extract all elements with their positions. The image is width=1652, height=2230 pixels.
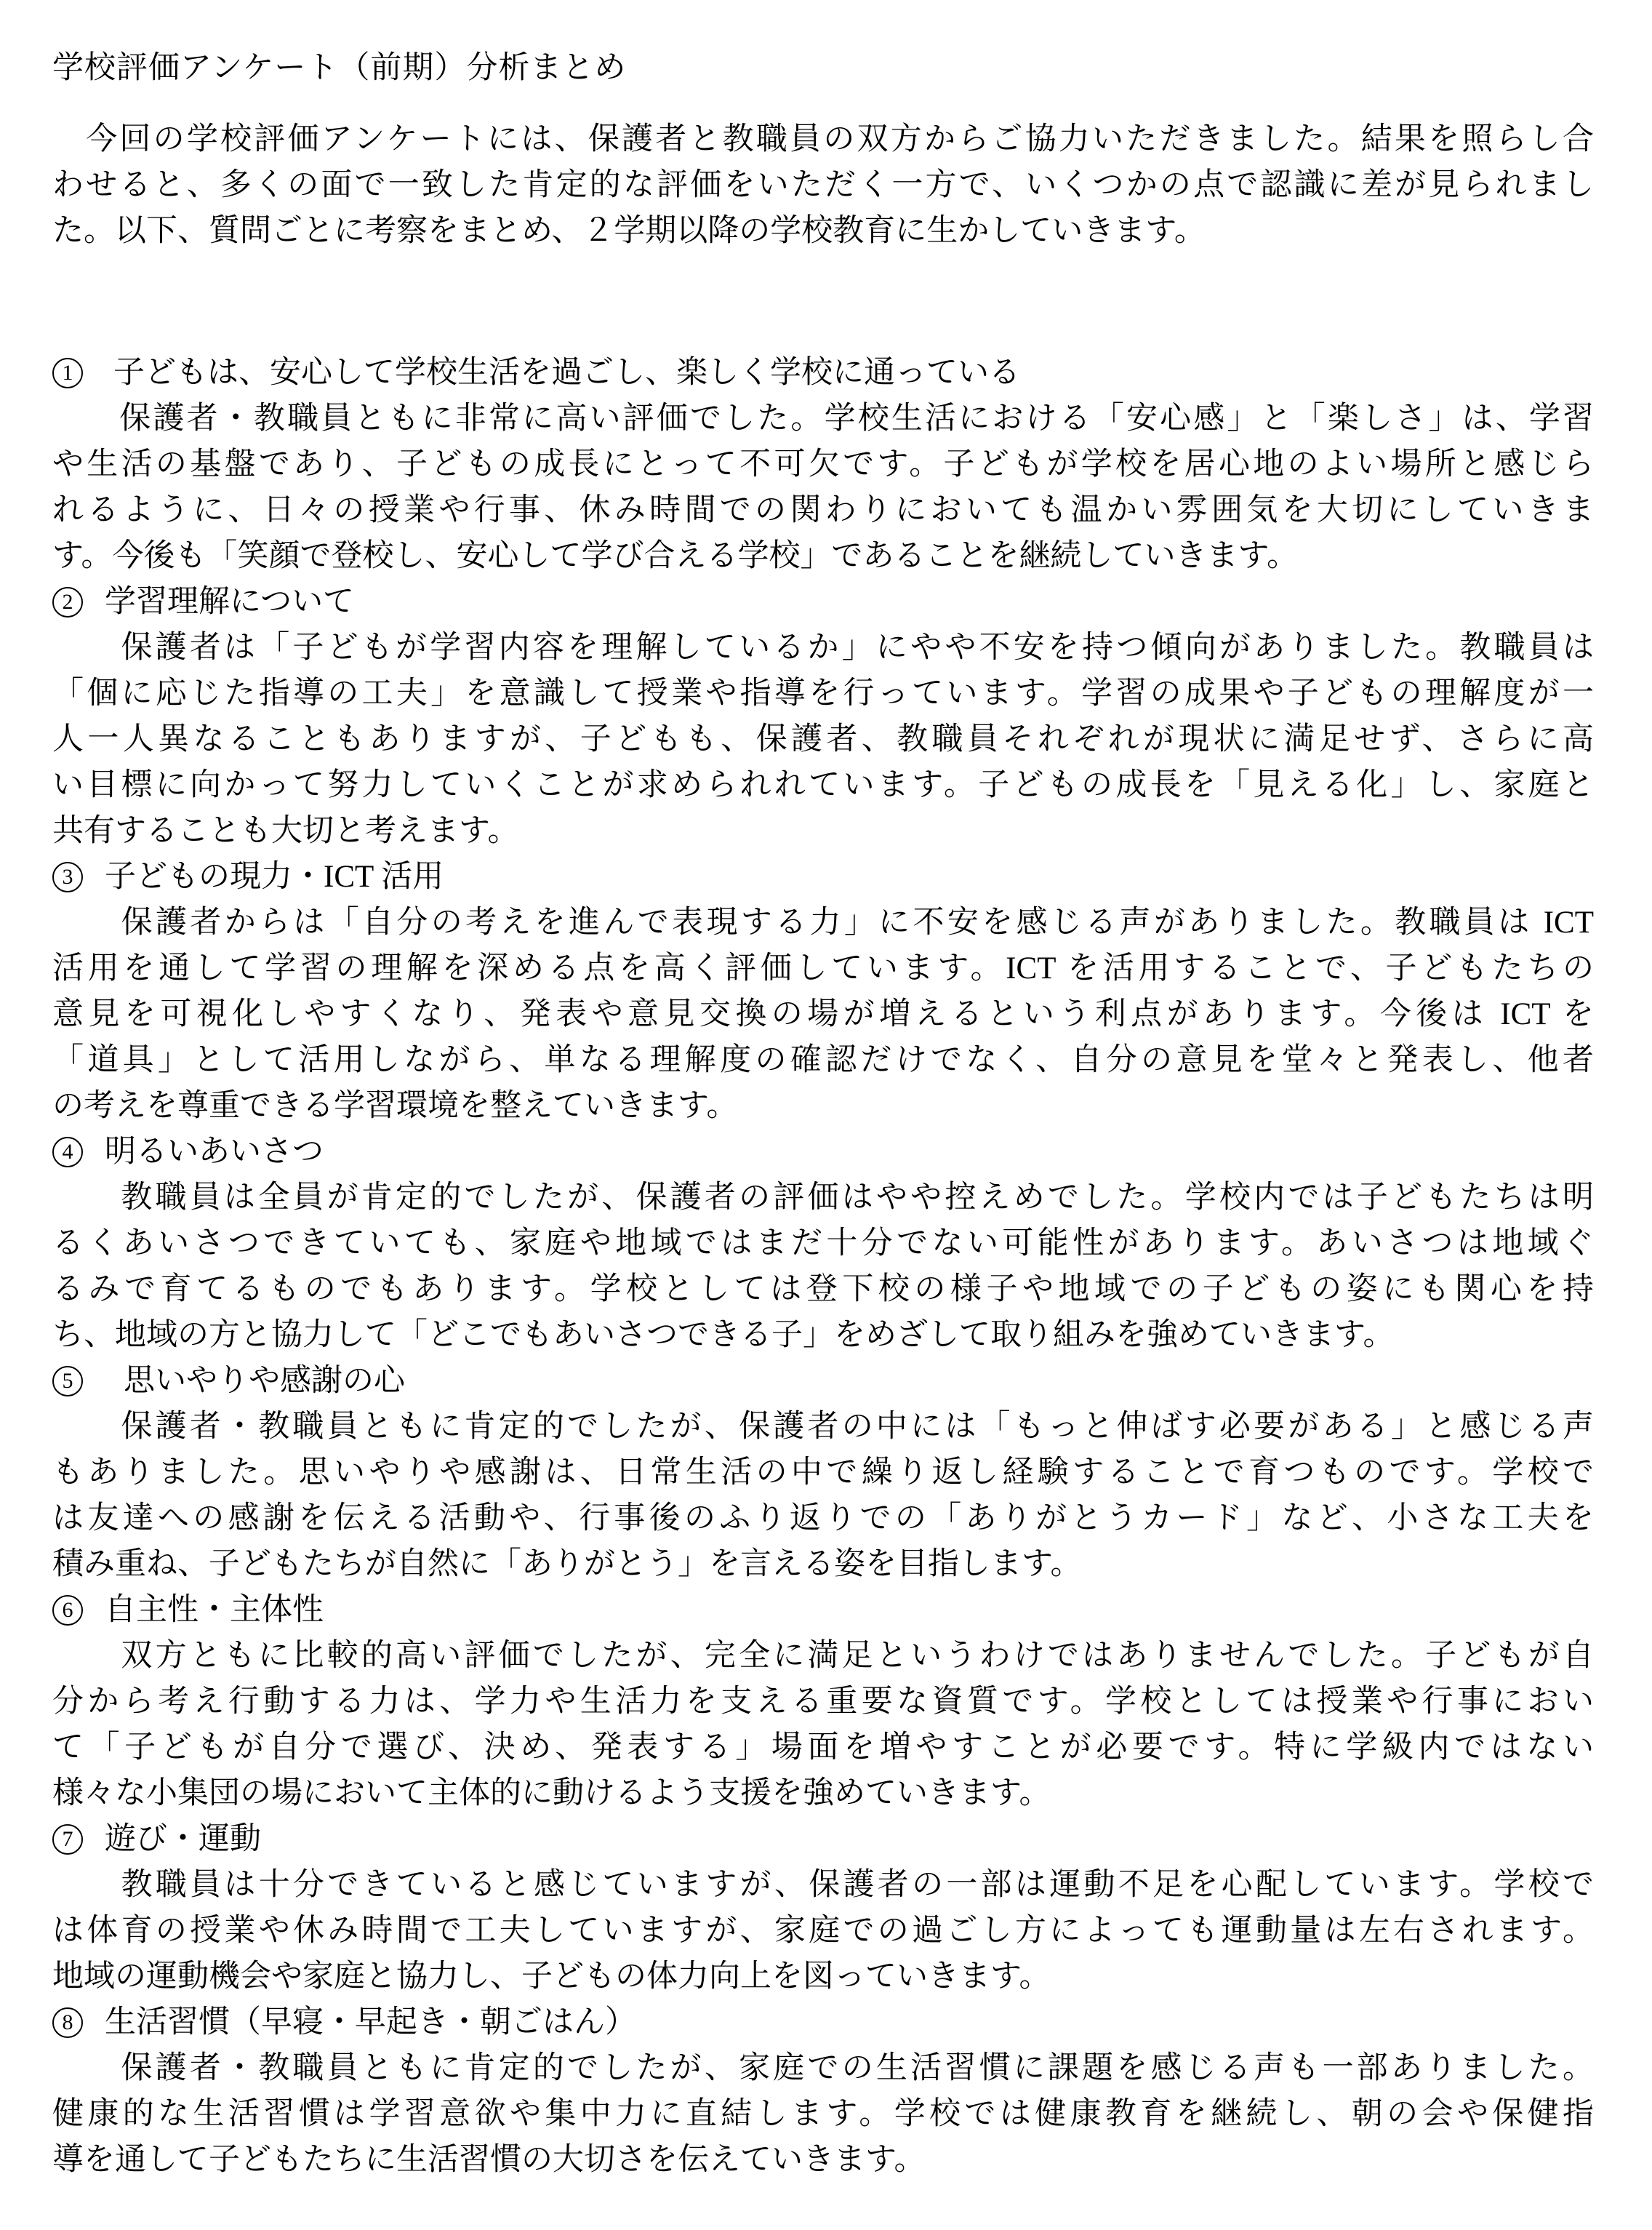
section-body-line: は友達への感謝を伝える活動や、行事後のふり返りでの「ありがとうカード」など、小さな工夫を bbox=[52, 1501, 1594, 1535]
section-number-badge: 7 bbox=[52, 1824, 83, 1855]
section-body-line: 分から考え行動する力は、学力や生活力を支える重要な資質です。学校としては授業や行事におい bbox=[52, 1685, 1594, 1719]
survey-section bbox=[52, 1587, 1594, 1816]
section-header bbox=[52, 854, 1594, 900]
section-header bbox=[52, 1999, 1594, 2045]
section-number-badge: 6 bbox=[52, 1595, 83, 1626]
section-body-line: や生活の基盤であり、子どもの成長にとって不可欠です。子どもが学校を居心地のよい場所と感じら bbox=[52, 447, 1594, 481]
document-title: 学校評価アンケート（前期）分析まとめ bbox=[52, 51, 627, 85]
section-body-line: 地域の運動機会や家庭と協力し、子どもの体力向上を図っていきます。 bbox=[52, 1959, 1051, 1994]
survey-section bbox=[52, 854, 1594, 1129]
sections bbox=[52, 350, 1594, 2183]
section-body-line: るくあいさつできていても、家庭や地域ではまだ十分でない可能性があります。あいさつは地域ぐ bbox=[52, 1226, 1594, 1260]
section-body-line: もありました。思いやりや感謝は、日常生活の中で繰り返し経験することで育つものです。学校で bbox=[52, 1455, 1594, 1490]
section-body-line: 保護者は「子どもが学習内容を理解しているか」にやや不安を持つ傾向がありました。教職員は bbox=[52, 631, 1594, 665]
section-body-line: 双方ともに比較的高い評価でしたが、完全に満足というわけではありませんでした。子どもが自 bbox=[52, 1639, 1594, 1673]
section-header bbox=[52, 1129, 1594, 1175]
section-body-line: 保護者からは「自分の考えを進んで表現する力」に不安を感じる声がありました。教職員は ICT bbox=[52, 906, 1594, 940]
section-body-line: れるように、日々の授業や行事、休み時間での関わりにおいても温かい雰囲気を大切にしていきま bbox=[52, 493, 1594, 527]
section-body-line: 保護者・教職員ともに肯定的でしたが、保護者の中には「もっと伸ばす必要がある」と感じる声 bbox=[52, 1410, 1594, 1444]
section-title: 学習理解について bbox=[105, 585, 355, 619]
section-number-badge: 8 bbox=[52, 2007, 83, 2038]
section-title: 自主性・主体性 bbox=[105, 1593, 324, 1627]
section-header bbox=[52, 1587, 1594, 1633]
section-header bbox=[52, 1358, 1594, 1404]
survey-section bbox=[52, 350, 1594, 579]
section-body-line: て「子どもが自分で選び、決め、発表する」場面を増やすことが必要です。特に学級内ではない bbox=[52, 1730, 1594, 1765]
survey-section bbox=[52, 1999, 1594, 2183]
section-number-badge: 3 bbox=[52, 862, 83, 892]
section-body-line: ち、地域の方と協力して「どこでもあいさつできる子」をめざして取り組みを強めていきます。 bbox=[52, 1318, 1395, 1352]
section-header bbox=[52, 1816, 1594, 1862]
section-number-badge: 4 bbox=[52, 1137, 83, 1167]
survey-section bbox=[52, 579, 1594, 854]
section-body-line: 「個に応じた指導の工夫」を意識して授業や指導を行っています。学習の成果や子どもの理解度が一 bbox=[52, 676, 1594, 711]
section-body-line: 活用を通して学習の理解を深める点を高く評価しています。ICT を活用することで、子どもたちの bbox=[52, 951, 1594, 986]
section-number-badge: 1 bbox=[52, 358, 83, 388]
survey-section bbox=[52, 1129, 1594, 1358]
section-number-badge: 5 bbox=[52, 1366, 83, 1396]
section-header bbox=[52, 579, 1594, 625]
survey-section bbox=[52, 1816, 1594, 1999]
section-title: 明るいあいさつ bbox=[105, 1135, 324, 1169]
section-title: 子どもは、安心して学校生活を過ごし、楽しく学校に通っている bbox=[113, 356, 1020, 390]
section-body-line: は体育の授業や休み時間で工夫していますが、家庭での過ごし方によっても運動量は左右されます。 bbox=[52, 1914, 1594, 1948]
section-body-line: の考えを尊重できる学習環境を整えていきます。 bbox=[52, 1089, 738, 1123]
intro-paragraph-line: 今回の学校評価アンケートには、保護者と教職員の双方からご協力いただきました。結果を照らし合 bbox=[52, 122, 1594, 156]
section-body-line: 積み重ね、子どもたちが自然に「ありがとう」を言える姿を目指します。 bbox=[52, 1547, 1082, 1581]
section-body-line: るみで育てるものでもあります。学校としては登下校の様子や地域での子どもの姿にも関心を持 bbox=[52, 1272, 1594, 1306]
survey-section bbox=[52, 1358, 1594, 1587]
intro-paragraph-line: た。以下、質問ごとに考察をまとめ、２学期以降の学校教育に生かしていきます。 bbox=[52, 214, 1206, 248]
section-body-line: 人一人異なることもありますが、子どもも、保護者、教職員それぞれが現状に満足せず、さらに高 bbox=[52, 722, 1594, 756]
intro-paragraph bbox=[52, 116, 1594, 254]
section-body-line: い目標に向かって努力していくことが求められれています。子どもの成長を「見える化」し、家庭と bbox=[52, 768, 1594, 802]
section-body-line: 共有することも大切と考えます。 bbox=[52, 814, 519, 848]
section-body-line: す。今後も「笑顔で登校し、安心して学び合える学校」であることを継続していきます。 bbox=[52, 539, 1299, 573]
section-header bbox=[52, 350, 1594, 396]
section-body-line: 教職員は全員が肯定的でしたが、保護者の評価はやや控えめでした。学校内では子どもたちは明 bbox=[52, 1180, 1594, 1215]
section-body-line: 様々な小集団の場において主体的に動けるよう支援を強めていきます。 bbox=[52, 1776, 1051, 1810]
section-body-line: 保護者・教職員ともに非常に高い評価でした。学校生活における「安心感」と「楽しさ」は、学習 bbox=[52, 401, 1594, 436]
section-body-line: 導を通して子どもたちに生活習慣の大切さを伝えていきます。 bbox=[52, 2143, 926, 2177]
section-body-line: 保護者・教職員ともに肯定的でしたが、家庭での生活習慣に課題を感じる声も一部ありました。 bbox=[52, 2051, 1594, 2085]
section-title: 遊び・運動 bbox=[105, 1822, 261, 1856]
section-body-line: 「道具」として活用しながら、単なる理解度の確認だけでなく、自分の意見を堂々と発表し、他者 bbox=[52, 1043, 1594, 1077]
section-title: 生活習慣（早寝・早起き・朝ごはん） bbox=[105, 2005, 636, 2039]
section-body-line: 教職員は十分できていると感じていますが、保護者の一部は運動不足を心配しています。学校で bbox=[52, 1868, 1594, 1902]
section-body-line: 意見を可視化しやすくなり、発表や意見交換の場が増えるという利点があります。今後は ICT を bbox=[52, 997, 1594, 1031]
section-number-badge: 2 bbox=[52, 587, 83, 618]
section-title: 思いやりや感謝の心 bbox=[124, 1364, 405, 1398]
section-title: 子どもの現力・ICT 活用 bbox=[105, 860, 444, 894]
intro-paragraph-line: わせると、多くの面で一致した肯定的な評価をいただく一方で、いくつかの点で認識に差が見られまし bbox=[52, 168, 1594, 202]
section-body-line: 健康的な生活習慣は学習意欲や集中力に直結します。学校では健康教育を継続し、朝の会や保健指 bbox=[52, 2097, 1594, 2131]
